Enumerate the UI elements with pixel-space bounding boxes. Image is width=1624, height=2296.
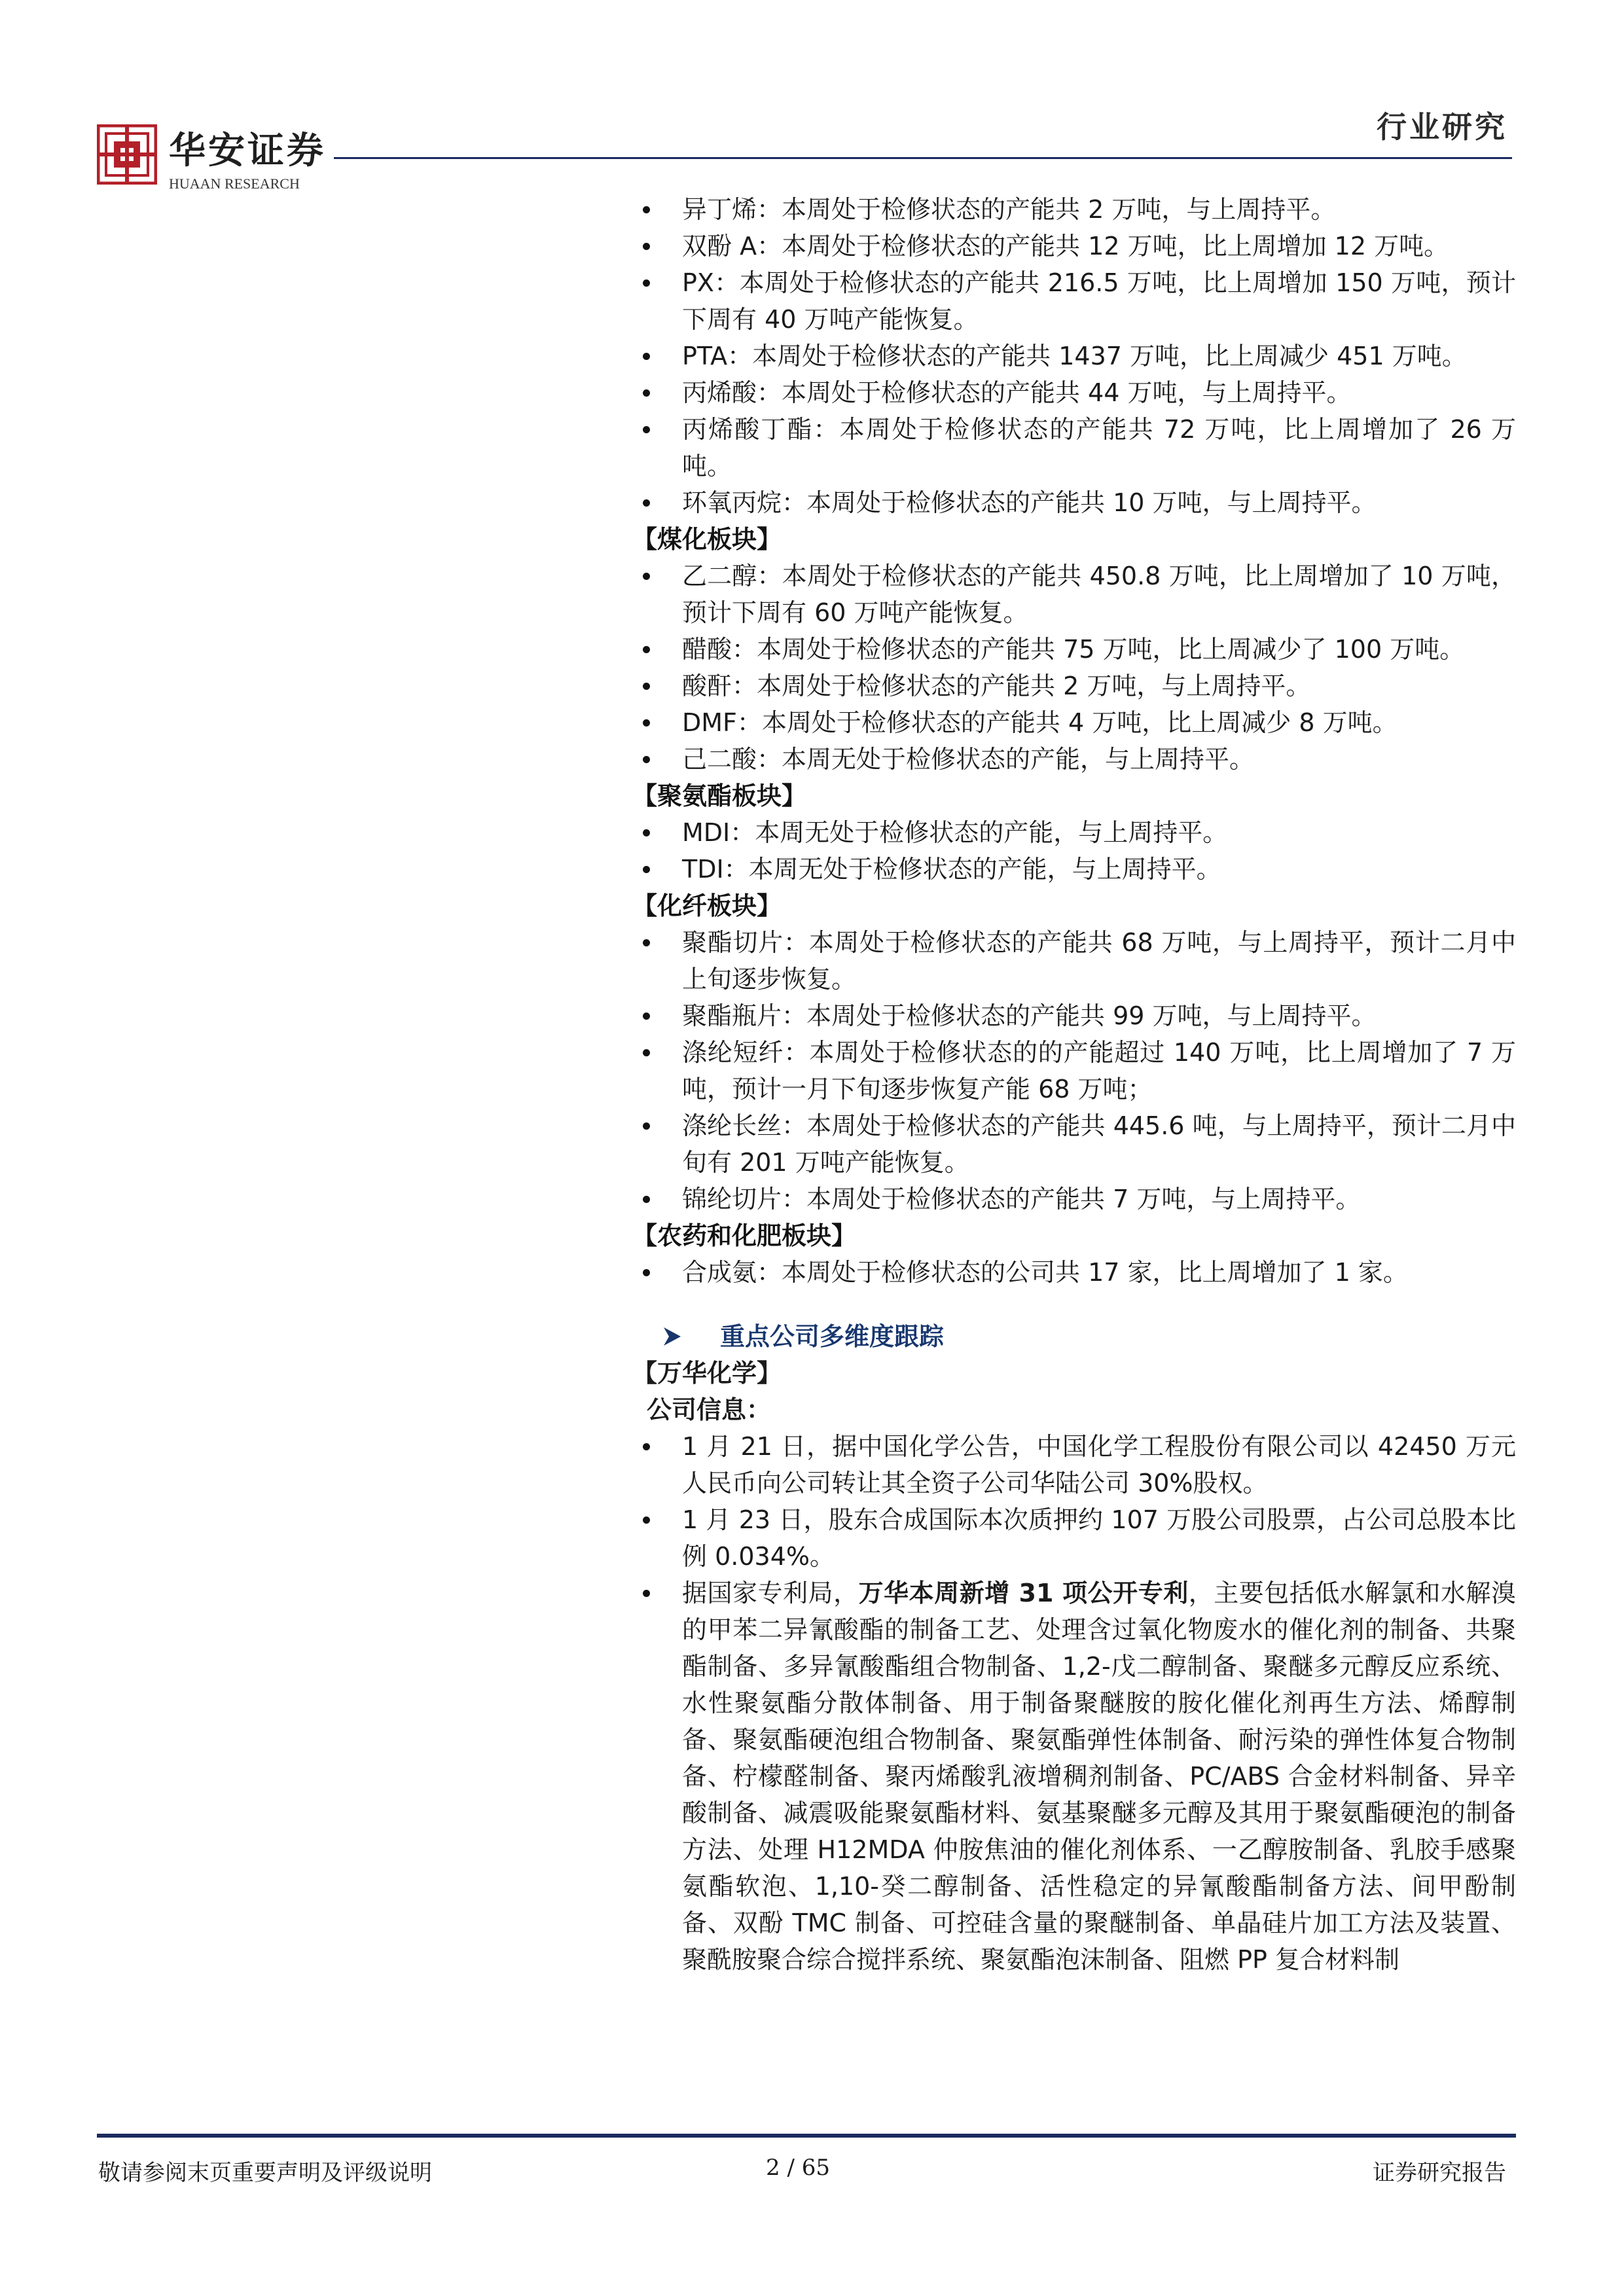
bullet-icon [641, 484, 657, 521]
list-item: 己二酸：本周无处于检修状态的产能，与上周持平。 [641, 741, 1516, 778]
list-item: 丙烯酸丁酯：本周处于检修状态的产能共 72 万吨，比上周增加了 26 万吨。 [641, 411, 1516, 484]
bullet-icon [641, 374, 657, 411]
bullet-icon [641, 741, 657, 778]
bullet-icon [641, 1034, 657, 1071]
section-polyurethane [632, 778, 1516, 888]
list-item: 丙烯酸：本周处于检修状态的产能共 44 万吨，与上周持平。 [641, 374, 1516, 411]
list-item: 醋酸：本周处于检修状态的产能共 75 万吨，比上周减少了 100 万吨。 [641, 631, 1516, 668]
company-info-label: 公司信息： [647, 1395, 772, 1424]
section-title: 【化纤板块】 [632, 891, 782, 920]
section-petrochemical [641, 191, 1516, 521]
list-item: PX：本周处于检修状态的产能共 216.5 万吨，比上周增加 150 万吨，预计下周有 40 万吨产能恢复。 [641, 264, 1516, 338]
section-agrochemical [632, 1217, 1516, 1291]
bullet-icon [641, 1254, 657, 1291]
list-item: 涤纶长丝：本周处于检修状态的产能共 445.6 吨，与上周持平，预计二月中旬有 201 万吨产能恢复。 [641, 1107, 1516, 1181]
company-name: 【万华化学】 [632, 1359, 782, 1388]
list-item: 环氧丙烷：本周处于检修状态的产能共 10 万吨，与上周持平。 [641, 484, 1516, 521]
bullet-icon [641, 814, 657, 851]
tracking-heading [641, 1318, 1516, 1355]
section-title: 【农药和化肥板块】 [632, 1221, 857, 1250]
bullet-icon [641, 411, 657, 448]
bullet-icon [641, 924, 657, 961]
footer-divider [97, 2134, 1516, 2138]
list-item: 聚酯瓶片：本周处于检修状态的产能共 99 万吨，与上周持平。 [641, 997, 1516, 1034]
bullet-list [641, 924, 1516, 1217]
bullet-icon [641, 264, 657, 301]
arrow-right-icon [661, 1325, 683, 1348]
list-item: 乙二醇：本周处于检修状态的产能共 450.8 万吨，比上周增加了 10 万吨，预计下周有 60 万吨产能恢复。 [641, 558, 1516, 631]
company-logo [97, 124, 157, 185]
patent-highlight: 万华本周新增 31 项公开专利 [858, 1579, 1189, 1607]
list-item: PTA：本周处于检修状态的产能共 1437 万吨，比上周减少 451 万吨。 [641, 338, 1516, 374]
footer-report-type: 证券研究报告 [1373, 2160, 1506, 2186]
bullet-icon [641, 997, 657, 1034]
bullet-icon [641, 1181, 657, 1217]
bullet-list [641, 558, 1516, 778]
list-item: 双酚 A：本周处于检修状态的产能共 12 万吨，比上周增加 12 万吨。 [641, 228, 1516, 264]
bullet-icon [641, 704, 657, 741]
bullet-icon [641, 228, 657, 264]
report-category: 行业研究 [1377, 109, 1507, 145]
bullet-list [641, 814, 1516, 888]
footer-disclaimer: 敬请参阅末页重要声明及评级说明 [98, 2160, 432, 2186]
list-item: 异丁烯：本周处于检修状态的产能共 2 万吨，与上周持平。 [641, 191, 1516, 228]
bullet-icon [641, 631, 657, 668]
tracking-title: 重点公司多维度跟踪 [720, 1322, 945, 1351]
bullet-list [641, 191, 1516, 521]
section-coal-chemical [632, 521, 1516, 778]
list-item: 合成氨：本周处于检修状态的公司共 17 家，比上周增加了 1 家。 [641, 1254, 1516, 1291]
report-body [632, 191, 1516, 1978]
section-chemical-fiber [632, 888, 1516, 1217]
header-divider [334, 157, 1512, 159]
section-title: 【煤化板块】 [632, 525, 782, 554]
list-item: 锦纶切片：本周处于检修状态的产能共 7 万吨，与上周持平。 [641, 1181, 1516, 1217]
bullet-icon [641, 338, 657, 374]
bullet-icon [641, 558, 657, 594]
bullet-icon [641, 1107, 657, 1144]
page-number: 2 / 65 [766, 2155, 830, 2181]
list-item: TDI：本周无处于检修状态的产能，与上周持平。 [641, 851, 1516, 888]
list-item: 1 月 23 日，股东合成国际本次质押约 107 万股公司股票，占公司总股本比例 0.034%。 [641, 1501, 1516, 1575]
bullet-icon [641, 1575, 657, 1611]
section-title: 【聚氨酯板块】 [632, 781, 807, 810]
bullet-icon [641, 191, 657, 228]
list-item: 涤纶短纤：本周处于检修状态的的产能超过 140 万吨，比上周增加了 7 万吨，预计一月下旬逐步恢复产能 68 万吨； [641, 1034, 1516, 1107]
brand-name: 华安证券 [169, 129, 326, 172]
list-item: 酸酐：本周处于检修状态的产能共 2 万吨，与上周持平。 [641, 668, 1516, 704]
brand-name-en: HUAAN RESEARCH [169, 175, 300, 192]
bullet-icon [641, 668, 657, 704]
list-item: 据国家专利局，万华本周新增 31 项公开专利，主要包括低水解氯和水解溴的甲苯二异氰酸酯的制备工艺、处理含过氧化物废水的催化剂的制备、共聚酯制备、多异氰酸酯组合物制备、1,2-戊二醇制备、聚醚多元醇反应系统、水性聚氨酯分散体制备、用于制备聚醚胺的胺化催化剂再生方法、烯醇制备、聚氨酯硬泡组合物制备、聚氨酯弹性体制备、耐污染的弹性体复合物制备、柠檬醛制备、聚丙烯酸乳液增稠剂制备、PC/ABS 合金材料制备、异辛酸制备、减震吸能聚氨酯材料、氨基聚醚多元醇及其用于聚氨酯硬泡的制备方法、处理 H12MDA 仲胺焦油的催化剂体系、一乙醇胺制备、乳胶手感聚氨酯软泡、1,10-癸二醇制备、活性稳定的异氰酸酯制备方法、间甲酚制备、双酚 TMC 制备、可控硅含量的聚醚制备、单晶硅片加工方法及装置、聚酰胺聚合综合搅拌系统、聚氨酯泡沫制备、阻燃 PP 复合材料制 [641, 1575, 1516, 1978]
bullet-list [641, 1254, 1516, 1291]
bullet-icon [641, 1428, 657, 1465]
list-item: DMF：本周处于检修状态的产能共 4 万吨，比上周减少 8 万吨。 [641, 704, 1516, 741]
company-news-list [641, 1428, 1516, 1978]
bullet-icon [641, 1501, 657, 1538]
bullet-icon [641, 851, 657, 888]
list-item: 聚酯切片：本周处于检修状态的产能共 68 万吨，与上周持平，预计二月中上旬逐步恢复。 [641, 924, 1516, 997]
list-item: 1 月 21 日，据中国化学公告，中国化学工程股份有限公司以 42450 万元人民币向公司转让其全资子公司华陆公司 30%股权。 [641, 1428, 1516, 1501]
list-item: MDI：本周无处于检修状态的产能，与上周持平。 [641, 814, 1516, 851]
